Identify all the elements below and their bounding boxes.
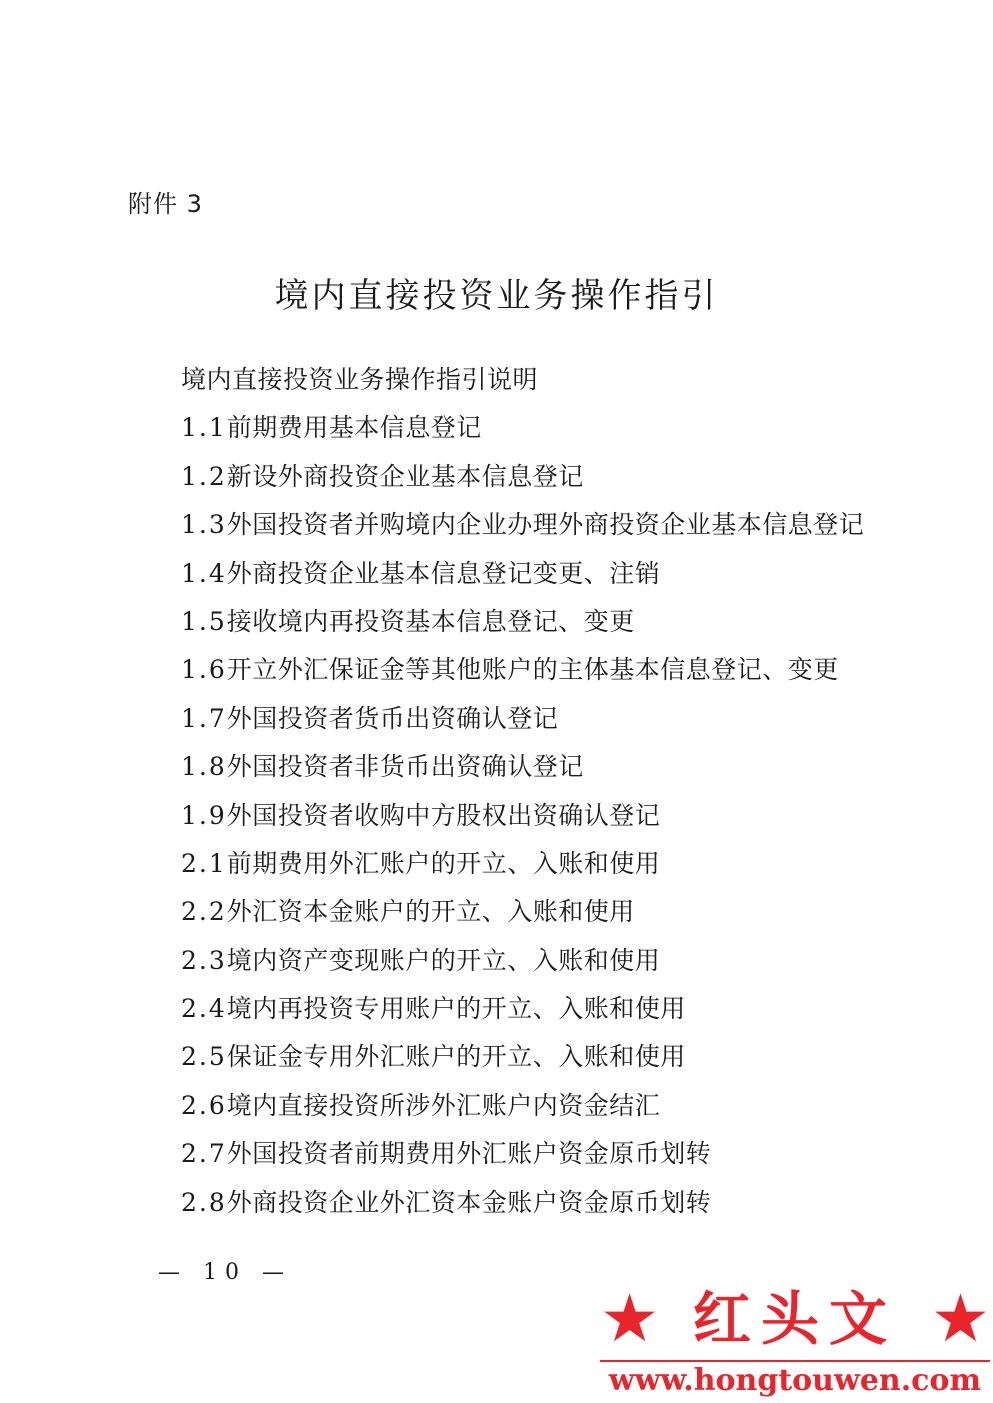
toc-item — [181, 892, 864, 940]
toc-item-text: 新设外商投资企业基本信息登记 — [226, 461, 584, 491]
toc-item-text: 境内直接投资所涉外汇账户内资金结汇 — [226, 1090, 661, 1120]
toc-item-text: 境内直接投资业务操作指引说明 — [181, 365, 539, 394]
toc-item-number: 1.7 — [181, 703, 227, 733]
toc-item-text: 外国投资者收购中方股权出资确认登记 — [226, 800, 661, 830]
toc-item — [181, 650, 864, 698]
toc-item-text: 外汇资本金账户的开立、入账和使用 — [226, 897, 635, 927]
toc-item — [181, 844, 864, 892]
toc-item-text: 外国投资者前期费用外汇账户资金原币划转 — [226, 1139, 712, 1169]
toc-item-number: 1.8 — [181, 752, 227, 782]
toc-item-text: 前期费用外汇账户的开立、入账和使用 — [226, 848, 661, 878]
toc-item-number: 2.8 — [181, 1187, 227, 1217]
toc-item-number: 2.5 — [181, 1042, 227, 1072]
document-title: 境内直接投资业务操作指引 — [274, 275, 719, 316]
toc-item — [181, 602, 864, 650]
toc-item-number: 1.1 — [181, 413, 227, 443]
toc-item — [181, 796, 864, 844]
watermark-url: www.hongtouwen.com — [608, 1363, 982, 1398]
attachment-label: 附件 3 — [128, 190, 203, 218]
toc-item — [181, 505, 864, 553]
toc-item — [181, 408, 864, 456]
toc-item — [181, 941, 864, 989]
toc-item-number: 1.5 — [181, 606, 227, 636]
toc-item-number: 1.6 — [181, 655, 227, 685]
toc-item — [181, 554, 864, 602]
toc-item-number: 1.4 — [181, 558, 227, 588]
toc-item-text: 前期费用基本信息登记 — [226, 413, 482, 443]
toc-item — [181, 1183, 864, 1231]
table-of-contents — [181, 360, 864, 1231]
toc-item — [181, 989, 864, 1037]
toc-item — [181, 1037, 864, 1085]
toc-item — [181, 360, 864, 408]
toc-item-text: 开立外汇保证金等其他账户的主体基本信息登记、变更 — [226, 655, 839, 685]
page-number: — 10 — — [158, 1260, 292, 1285]
toc-item-number: 1.9 — [181, 800, 227, 830]
toc-item-number: 2.6 — [181, 1090, 227, 1120]
star-icon: ★ — [600, 1280, 660, 1357]
star-icon: ★ — [930, 1280, 990, 1357]
toc-item-text: 外商投资企业基本信息登记变更、注销 — [226, 558, 661, 588]
watermark — [600, 1282, 990, 1400]
toc-item-number: 2.3 — [181, 945, 227, 975]
toc-item-text: 外国投资者货币出资确认登记 — [226, 703, 559, 733]
toc-item-text: 接收境内再投资基本信息登记、变更 — [226, 606, 635, 636]
toc-item-number: 2.7 — [181, 1139, 227, 1169]
toc-item-number: 1.3 — [181, 510, 227, 540]
watermark-banner — [600, 1282, 990, 1356]
toc-item — [181, 457, 864, 505]
toc-item-text: 外商投资企业外汇资本金账户资金原币划转 — [226, 1187, 712, 1217]
watermark-text: 红头文 — [692, 1285, 897, 1353]
toc-item-number: 1.2 — [181, 461, 227, 491]
toc-item — [181, 1086, 864, 1134]
toc-item-text: 外国投资者非货币出资确认登记 — [226, 752, 584, 782]
toc-item — [181, 699, 864, 747]
toc-item-number: 2.1 — [181, 848, 227, 878]
toc-item-text: 境内再投资专用账户的开立、入账和使用 — [226, 994, 686, 1024]
toc-item-number: 2.2 — [181, 897, 227, 927]
toc-item-text: 外国投资者并购境内企业办理外商投资企业基本信息登记 — [226, 510, 865, 540]
toc-item-text: 保证金专用外汇账户的开立、入账和使用 — [226, 1042, 686, 1072]
toc-item-text: 境内资产变现账户的开立、入账和使用 — [226, 945, 661, 975]
toc-item — [181, 1134, 864, 1182]
toc-item — [181, 747, 864, 795]
toc-item-number: 2.4 — [181, 994, 227, 1024]
